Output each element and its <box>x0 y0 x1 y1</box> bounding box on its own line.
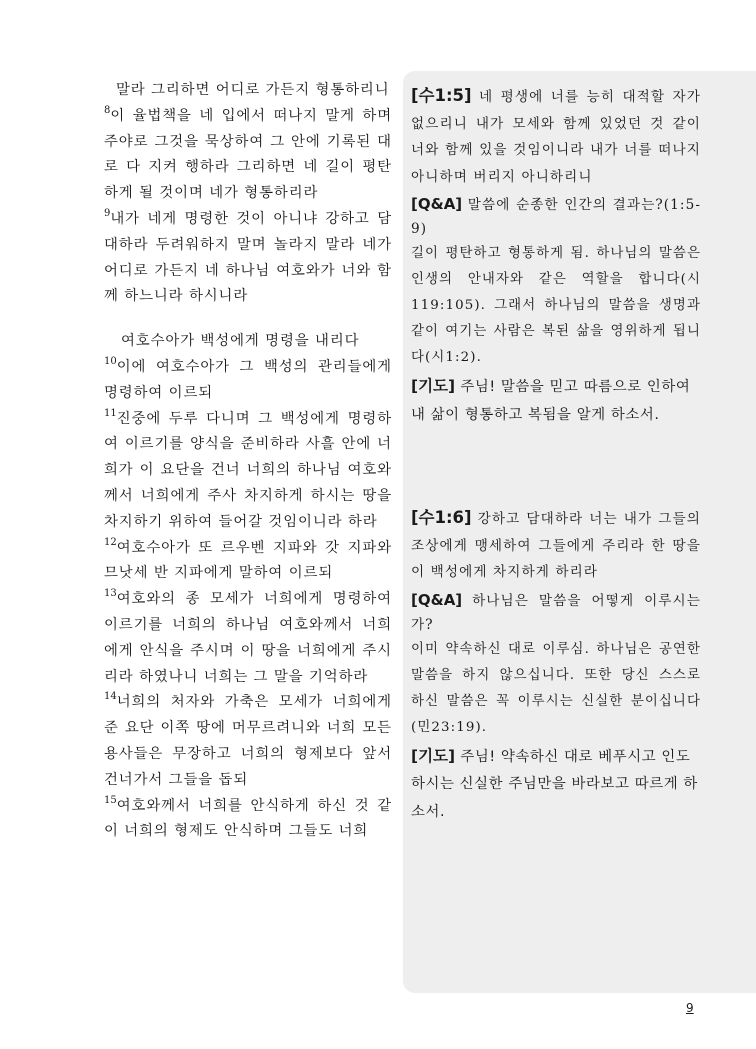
qa-tag: [Q&A] <box>411 195 463 213</box>
verse-14 <box>104 690 392 793</box>
prayer-tag: [기도] <box>411 377 456 395</box>
verse-text: 이 율법책을 네 입에서 떠나지 말게 하며 주야로 그것을 묵상하여 그 안에 기록된 대로 다 지켜 행하라 그리하면 네 길이 평탄하게 될 것이며 네가 형통하리라 <box>104 107 392 202</box>
commentary-verse-text: 네 평생에 너를 능히 대적할 자가 없으리니 내가 모세와 함께 있었던 것 같이 너와 함께 있을 것임이니라 내가 너를 떠나지 아니하며 버리지 아니하리니 <box>411 89 701 185</box>
verse-text: 진중에 두루 다니며 그 백성에게 명령하여 이르기를 양식을 준비하라 사흘 안에 너희가 이 요단을 건너 너희의 하나님 여호와께서 너희에게 주사 차지하게 하시는 땅을 차지하기 위하여 들어갈 것임이니라 하라 <box>104 410 392 530</box>
verse-13 <box>104 587 392 690</box>
verse-text: 여호와께서 너희를 안식하게 하신 것 같이 너희의 형제도 안식하며 그들도 너희 <box>104 797 392 840</box>
verse-number: 8 <box>104 104 111 116</box>
commentary-verse-1-5 <box>411 83 701 190</box>
prayer-text: 주님! 말씀을 믿고 따름으로 인하여 내 삶이 형통하고 복됨을 알게 하소서. <box>411 379 691 423</box>
question-text: 하나님은 말씀을 어떻게 이루시는가? <box>411 592 701 633</box>
commentary-verse-1-6 <box>411 505 701 586</box>
verse-9 <box>104 207 392 310</box>
verse-reference: [수1:5] <box>411 86 472 105</box>
prayer-tag: [기도] <box>411 746 456 765</box>
verse-8 <box>104 104 392 207</box>
page-number: 9 <box>686 1001 694 1015</box>
qa-question <box>411 192 701 241</box>
verse-text: 너희의 처자와 가축은 모세가 너희에게 준 요단 이쪽 땅에 머무르려니와 너희 모든 용사들은 무장하고 너희의 형제보다 앞서 건너가서 그들을 돕되 <box>104 694 392 788</box>
section-heading: 여호수아가 백성에게 명령을 내리다 <box>121 333 360 350</box>
verse-number: 9 <box>104 207 111 219</box>
commentary-panel <box>403 71 756 993</box>
qa-answer: 이미 약속하신 대로 이루심. 하나님은 공연한 말씀을 하지 않으십니다. 또한 당신 스스로 하신 말씀은 꼭 이루시는 신실한 분이십니다(민23:19). <box>411 641 701 735</box>
verse-number: 11 <box>104 407 117 419</box>
qa-tag: [Q&A] <box>411 590 463 609</box>
verse-text: 이에 여호수아가 그 백성의 관리들에게 명령하여 이르되 <box>104 358 392 401</box>
verse-15 <box>104 794 392 846</box>
verse-text: 내가 네게 명령한 것이 아니냐 강하고 담대하라 두려워하지 말며 놀라지 말라 네가 어디로 가든지 네 하나님 여호와가 너와 함께 하느니라 하시니라 <box>104 210 392 305</box>
verse-7-continuation: 말라 그리하면 어디로 가든지 형통하리니 <box>116 82 390 98</box>
verse-number: 13 <box>104 588 117 600</box>
verse-12 <box>104 536 392 588</box>
prayer-text: 주님! 약속하신 대로 베푸시고 인도하시는 신실한 주님만을 바라보고 따르게 하소서. <box>411 748 698 820</box>
prayer <box>411 743 701 827</box>
verse-number: 14 <box>104 691 117 703</box>
spacer <box>411 429 701 505</box>
verse-10 <box>104 355 392 407</box>
verse-text: 여호와의 종 모세가 너희에게 명령하여 이르기를 너희의 하나님 여호와께서 너희에게 안식을 주시며 이 땅을 너희에게 주시리라 하였나니 너희는 그 말을 기억하라 <box>104 591 392 685</box>
verse-reference: [수1:6] <box>411 508 472 527</box>
verse-number: 10 <box>104 355 117 367</box>
verse-11 <box>104 407 392 536</box>
verse-number: 12 <box>104 536 117 548</box>
commentary-verse-text: 강하고 담대하라 너는 내가 그들의 조상에게 맹세하여 그들에게 주리라 한 땅을 이 백성에게 차지하게 하리라 <box>411 511 701 580</box>
prayer <box>411 373 701 429</box>
question-text: 말씀에 순종한 인간의 결과는?(1:5-9) <box>411 197 702 237</box>
commentary-content <box>411 83 701 826</box>
scripture-column <box>104 78 392 845</box>
verse-text: 여호수아가 또 르우벤 지파와 갓 지파와 므낫세 반 지파에게 말하여 이르되 <box>104 539 392 582</box>
qa-answer: 길이 평탄하고 형통하게 됨. 하나님의 말씀은 인생의 안내자와 같은 역할을 합니다(시 119:105). 그래서 하나님의 말씀을 생명과 같이 여기는 사람은 복된 삶을 영위하게 됩니다(시1:2). <box>411 246 701 365</box>
verse-number: 15 <box>104 794 117 806</box>
qa-question <box>411 588 701 637</box>
